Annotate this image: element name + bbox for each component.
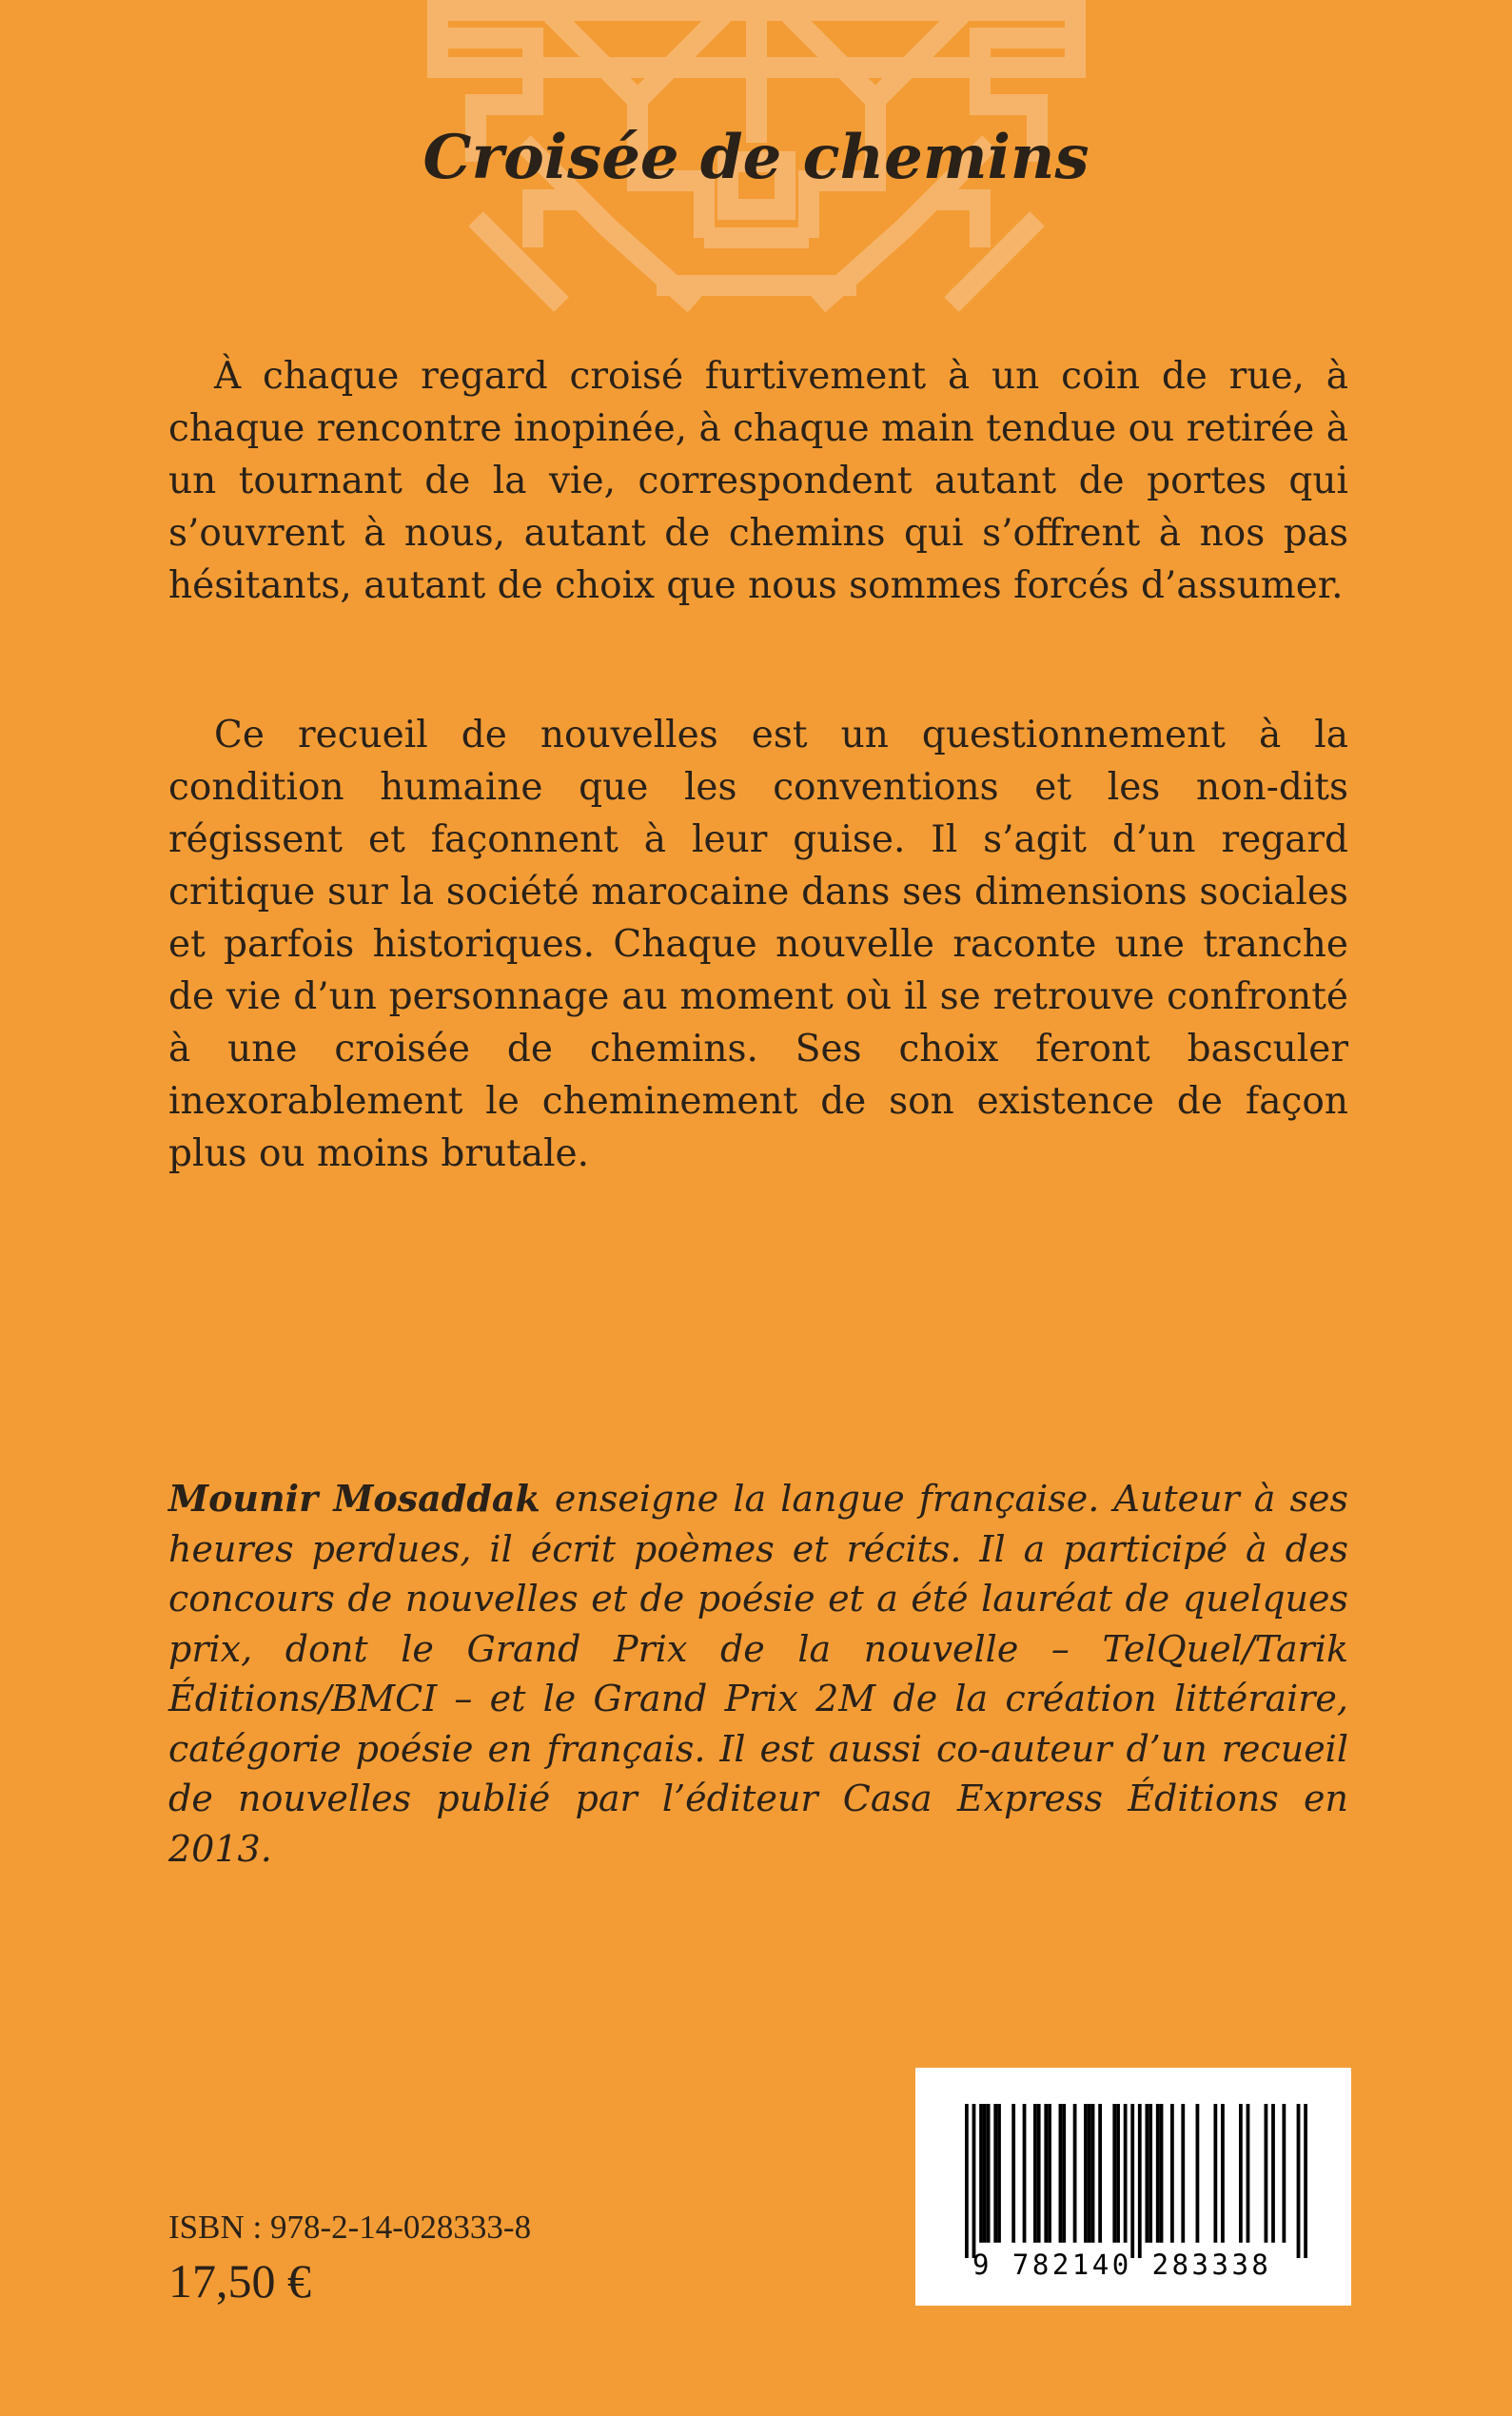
barcode-bar xyxy=(1149,2104,1152,2243)
barcode-bar xyxy=(1156,2104,1160,2243)
barcode-bar xyxy=(1265,2104,1268,2243)
barcode-bar xyxy=(1297,2104,1301,2258)
barcode-bar xyxy=(1213,2104,1217,2243)
author-bio xyxy=(168,1474,1348,1874)
barcode-digits: 9 782140 283338 xyxy=(972,2249,1272,2281)
barcode-bar xyxy=(1116,2104,1120,2243)
barcode-bar xyxy=(1247,2104,1250,2243)
barcode-bar xyxy=(1138,2104,1142,2258)
barcode-box xyxy=(915,2068,1351,2306)
author-bio-text: enseigne la langue française. Auteur à ses heures perdues, il écrit poèmes et récits. Il a participé à des concours de nouvelles et de poésie et a été lauréat de quelques prix, dont le Grand Prix de la nouvelle – TelQuel/Tarik Éditions/BMCI – et le Grand Prix 2M de la création littéraire, catégorie poésie en français. Il est aussi co-auteur d’un recueil de nouvelles publié par l’éditeur Casa Express Éditions en 2013. xyxy=(168,1478,1348,1870)
barcode-bar xyxy=(1170,2104,1174,2243)
barcode-bar xyxy=(1044,2104,1048,2243)
barcode-icon xyxy=(965,2104,1307,2258)
barcode-bar xyxy=(1033,2104,1037,2243)
barcode-bar xyxy=(1023,2104,1027,2243)
barcode-bar xyxy=(1124,2104,1128,2243)
barcode-bar xyxy=(1062,2104,1066,2243)
barcode-bar xyxy=(1088,2104,1091,2243)
barcode-bar xyxy=(1221,2104,1225,2243)
author-name: Mounir Mosaddak xyxy=(168,1477,540,1520)
barcode-bar xyxy=(1073,2104,1077,2243)
isbn: ISBN : 978-2-14-028333-8 xyxy=(168,2209,532,2246)
barcode-bar xyxy=(1239,2104,1243,2243)
barcode-bar xyxy=(1084,2104,1088,2243)
price: 17,50 € xyxy=(168,2254,311,2308)
barcode-bar xyxy=(1112,2104,1116,2243)
barcode-bar xyxy=(983,2104,987,2243)
barcode-bar xyxy=(1098,2104,1102,2243)
summary-paragraph-2: Ce recueil de nouvelles est un questionnement à la condition humaine que les conventions et les non-dits régissent et façonnent à leur guise. Il s’agit d’un regard critique sur la société marocaine dans ses dimensions sociales et parfois historiques. Chaque nouvelle raconte une tranche de vie d’un personnage au moment où il se retrouve confronté à une croisée de chemins. Ses choix feront basculer inexorablement le cheminement de son existence de façon plus ou moins brutale. xyxy=(168,714,1348,1175)
barcode-bar xyxy=(1059,2104,1063,2243)
barcode-bar xyxy=(1011,2104,1015,2243)
barcode-bar xyxy=(993,2104,997,2243)
barcode-bar xyxy=(1160,2104,1164,2243)
barcode-bar xyxy=(1196,2104,1200,2243)
barcode-bar xyxy=(1282,2104,1286,2243)
barcode-bar xyxy=(1304,2104,1307,2258)
barcode-bar xyxy=(1145,2104,1149,2243)
book-title: Croisée de chemins xyxy=(422,122,1090,193)
barcode-bar xyxy=(1130,2104,1134,2258)
barcode-bar xyxy=(1091,2104,1095,2243)
summary-paragraph-1: À chaque regard croisé furtivement à un coin de rue, à chaque rencontre inopinée, à chaque main tendue ou retirée à un tournant de la vie, correspondent autant de portes qui s’ouvrent à nous, autant de chemins qui s’offrent à nos pas hésitants, autant de choix que nous sommes forcés d’assumer. xyxy=(168,355,1348,607)
barcode-bar xyxy=(979,2104,983,2243)
barcode-bar xyxy=(1271,2104,1275,2243)
barcode-bar xyxy=(1181,2104,1185,2243)
barcode-bar xyxy=(997,2104,1001,2243)
barcode-bar xyxy=(965,2104,969,2258)
barcode-bar xyxy=(1037,2104,1041,2243)
barcode-bar xyxy=(1048,2104,1051,2243)
barcode-bar xyxy=(972,2104,976,2258)
barcode-bar xyxy=(987,2104,991,2243)
